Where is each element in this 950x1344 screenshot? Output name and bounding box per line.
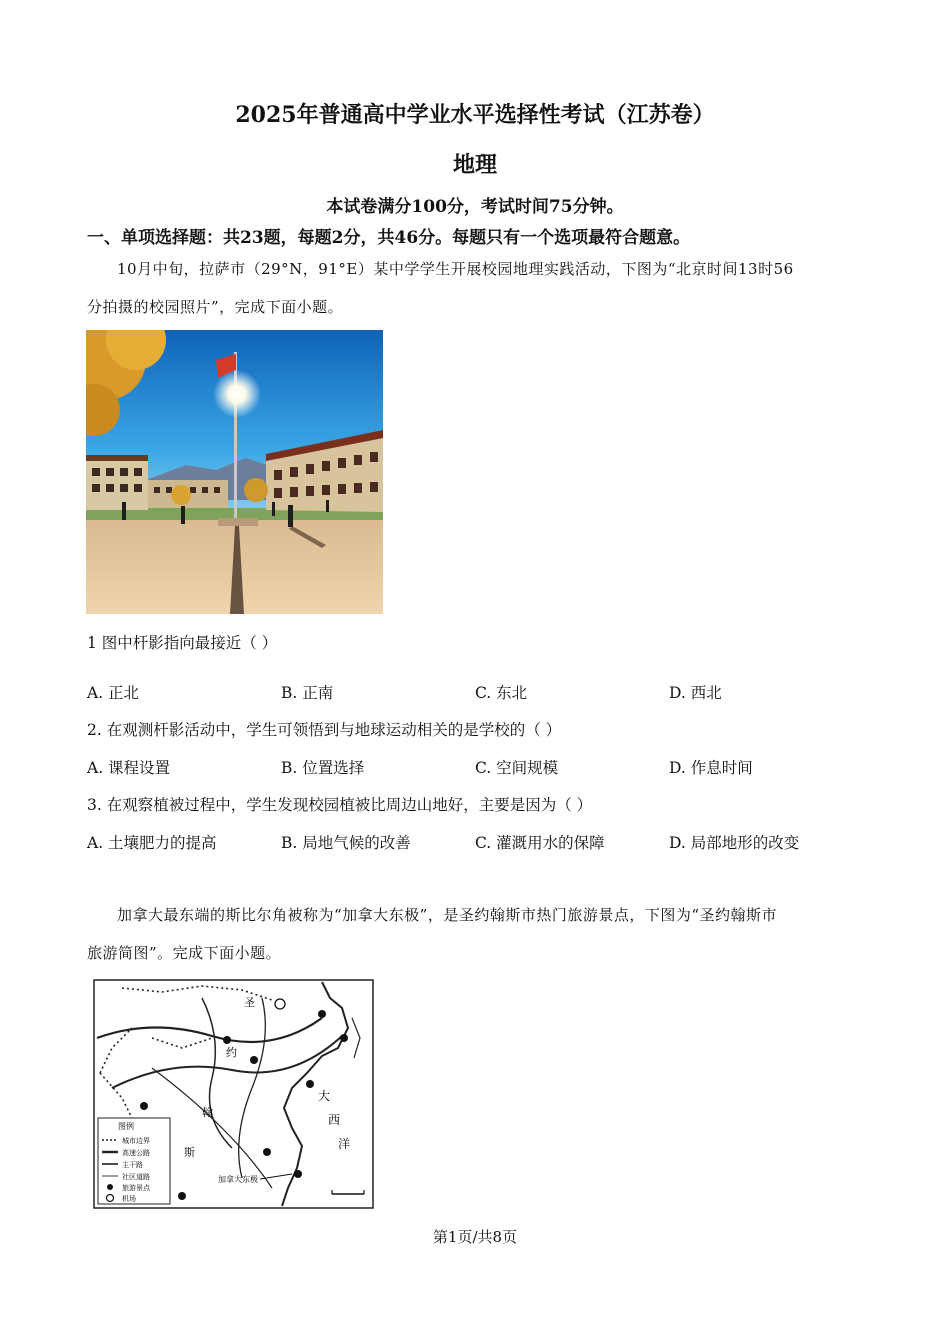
question-2-option-b[interactable]: B. 位置选择	[281, 759, 365, 777]
exam-note: 本试卷满分100分，考试时间75分钟。	[326, 197, 624, 217]
legend-airport: 机场	[122, 1195, 136, 1203]
legend-city-boundary: 城市边界	[122, 1137, 150, 1145]
question-2-stem: 2. 在观测杆影活动中，学生可领悟到与地球运动相关的是学校的（ ）	[87, 721, 562, 739]
map-label-xi: 西	[328, 1113, 341, 1127]
question-1-option-d[interactable]: D. 西北	[669, 684, 722, 702]
passage-2-line-1: 加拿大最东端的斯比尔角被称为“加拿大东极”，是圣约翰斯市热门旅游景点，下图为“圣约翰斯市	[117, 906, 778, 924]
legend-main-road: 主干路	[122, 1161, 143, 1169]
map-label-da: 大	[318, 1089, 331, 1103]
legend-title: 图例	[118, 1122, 134, 1131]
subject-title: 地理	[452, 152, 497, 178]
exam-title: 2025年普通高中学业水平选择性考试（江苏卷）	[235, 102, 715, 128]
tourism-map	[92, 978, 375, 1210]
legend-attraction: 旅游景点	[122, 1184, 150, 1192]
question-2-option-a[interactable]: A. 课程设置	[87, 759, 171, 777]
legend-community-road: 社区道路	[122, 1173, 150, 1181]
page-footer: 第1页/共8页	[432, 1228, 518, 1246]
question-2-option-d[interactable]: D. 作息时间	[669, 759, 753, 777]
map-label-east-pole: 加拿大东极	[218, 1175, 258, 1184]
map-label-si: 斯	[184, 1146, 195, 1159]
legend-attraction-marker	[107, 1184, 113, 1190]
map-label-sheng: 圣	[244, 996, 255, 1009]
map-label-yang: 洋	[338, 1137, 351, 1151]
question-3-option-b[interactable]: B. 局地气候的改善	[281, 834, 411, 852]
passage-2	[87, 896, 877, 972]
question-1-option-a[interactable]: A. 正北	[87, 684, 140, 702]
question-3-option-c[interactable]: C. 灌溉用水的保障	[475, 834, 605, 852]
question-1-stem: 1 图中杆影指向最接近（ ）	[87, 634, 278, 652]
question-2-option-c[interactable]: C. 空间规模	[475, 759, 559, 777]
question-3-option-a[interactable]: A. 土壤肥力的提高	[87, 834, 217, 852]
question-3-stem: 3. 在观察植被过程中，学生发现校园植被比周边山地好，主要是因为（ ）	[87, 796, 593, 814]
intro-line-1: 10月中旬，拉萨市（29°N，91°E）某中学学生开展校园地理实践活动，下图为“北京时间13时56	[117, 260, 794, 278]
intro-paragraph	[87, 250, 877, 326]
campus-photo	[86, 330, 383, 614]
map-label-han: 翰	[202, 1106, 213, 1119]
intro-line-2: 分拍摄的校园照片”，完成下面小题。	[87, 298, 344, 316]
passage-2-line-2: 旅游简图”。完成下面小题。	[87, 944, 282, 962]
question-3-option-d[interactable]: D. 局部地形的改变	[669, 834, 800, 852]
question-1-option-c[interactable]: C. 东北	[475, 684, 528, 702]
section-heading: 一、单项选择题：共23题，每题2分，共46分。每题只有一个选项最符合题意。	[87, 228, 691, 248]
question-1-option-b[interactable]: B. 正南	[281, 684, 334, 702]
map-label-yue: 约	[226, 1046, 237, 1059]
legend-highway: 高速公路	[122, 1149, 150, 1157]
